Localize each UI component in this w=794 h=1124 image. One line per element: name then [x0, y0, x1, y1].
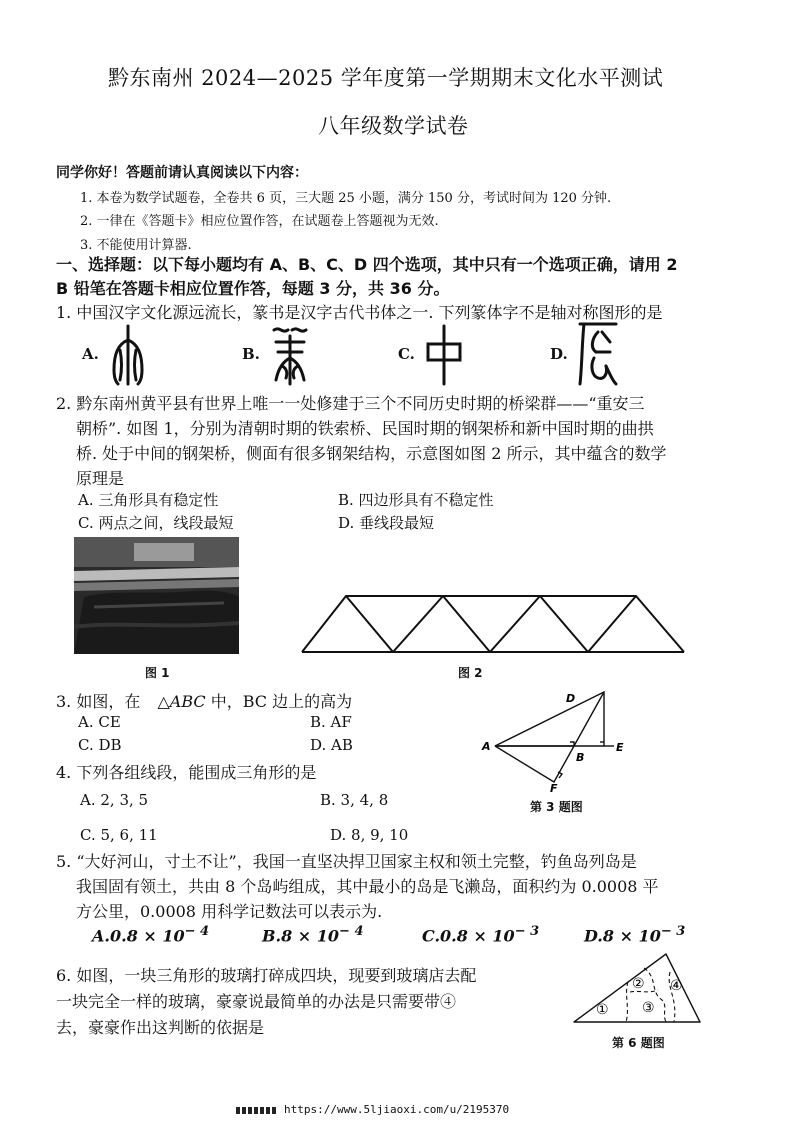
- q3-option-c: C. DB: [78, 736, 122, 754]
- seal-glyph-c-image: [424, 322, 464, 388]
- footer-watermark: [236, 1103, 509, 1116]
- q6-stem-line2: 一块完全一样的玻璃，豪豪说最简单的办法是只需要带④: [56, 992, 457, 1011]
- q3-stem-suffix: 中，BC 边上的高为: [210, 692, 353, 711]
- q5-option-a-exponent: − 4: [184, 924, 210, 939]
- q3-label-d: D: [566, 692, 576, 705]
- q2-option-a: A. 三角形具有稳定性: [78, 491, 219, 509]
- q2-option-d: D. 垂线段最短: [338, 514, 435, 532]
- q5-option-b: [262, 924, 364, 945]
- q4-option-a: A. 2, 3, 5: [80, 791, 149, 809]
- q5-option-b-exponent: − 4: [339, 924, 364, 939]
- bridge-photo-image: [74, 537, 239, 654]
- q2-stem-line3: 桥. 处于中间的钢架桥，侧面有很多钢架结构，示意图如图 2 所示，其中蕴含的数学: [76, 444, 667, 463]
- q2-option-c: C. 两点之间，线段最短: [78, 514, 234, 532]
- section-1-heading-line2: B 铅笔在答题卡相应位置作答，每题 3 分，共 36 分。: [56, 279, 450, 298]
- notice-item-2: 2. 一律在《答题卡》相应位置作答，在试题卷上答题视为无效.: [80, 214, 439, 229]
- exam-title: 黔东南州 2024—2025 学年度第一学期期末文化水平测试: [108, 66, 664, 90]
- q3-stem-triangle: △ABC: [157, 692, 206, 711]
- q4-option-c: C. 5, 6, 11: [80, 826, 158, 844]
- q3-stem-prefix: 3. 如图，在: [56, 692, 141, 711]
- notice-heading: 同学你好！答题前请认真阅读以下内容：: [56, 165, 308, 181]
- q3-figure-caption: 第 3 题图: [530, 800, 583, 814]
- q6-label-3: ③: [642, 1000, 655, 1016]
- q1-option-c-label: C.: [398, 345, 415, 363]
- q3-label-e: E: [616, 741, 624, 754]
- footer-watermark-url: https://www.5ljiaoxi.com/u/2195370: [284, 1103, 510, 1116]
- q3-stem: [56, 689, 352, 712]
- q5-option-d-base: 8 × 10: [602, 926, 661, 946]
- q6-stem-line1: 6. 如图，一块三角形的玻璃打碎成四块，现要到玻璃店去配: [56, 966, 477, 985]
- q5-option-c-label: C.: [422, 926, 441, 946]
- figure-2-caption: 图 2: [458, 666, 483, 680]
- exam-subtitle: 八年级数学试卷: [318, 114, 469, 138]
- q3-label-f: F: [550, 782, 558, 794]
- footer-watermark-logo-icon: [236, 1107, 276, 1114]
- q5-option-b-base: 8 × 10: [281, 926, 340, 946]
- q2-stem-line2: 朝桥”. 如图 1，分别为清朝时期的铁索桥、民国时期的钢架桥和新中国时期的曲拱: [76, 419, 654, 438]
- q4-stem: 4. 下列各组线段，能围成三角形的是: [56, 763, 317, 782]
- q5-option-a-label: A.: [92, 926, 110, 946]
- q4-option-d: D. 8, 9, 10: [330, 826, 409, 844]
- q6-stem-line3: 去，豪豪作出这判断的依据是: [56, 1018, 265, 1037]
- section-1-heading-line1: 一、选择题：以下每小题均有 A、B、C、D 四个选项，其中只有一个选项正确，请用 2: [56, 255, 678, 274]
- q2-stem-line1: 2. 黔东南州黄平县有世界上唯一一处修建于三个不同历史时期的桥梁群——“重安三: [56, 394, 645, 413]
- q3-option-a: A. CE: [78, 713, 121, 731]
- q1-stem: 1. 中国汉字文化源远流长，篆书是汉字古代书体之一. 下列篆体字不是轴对称图形的是: [56, 303, 663, 322]
- q6-broken-glass-diagram: [570, 948, 705, 1028]
- q5-stem-line2: 我国固有领土，共由 8 个岛屿组成，其中最小的岛是飞濑岛，面积约为 0.0008 平: [76, 877, 659, 896]
- q3-triangle-diagram: [480, 684, 640, 794]
- q3-label-b: B: [576, 751, 585, 764]
- q5-option-c-exponent: − 3: [514, 924, 540, 939]
- q5-stem-line3: 方公里，0.0008 用科学记数法可以表示为.: [76, 902, 383, 921]
- q1-option-d-label: D.: [550, 345, 568, 363]
- q2-option-b: B. 四边形具有不稳定性: [338, 491, 494, 509]
- q5-stem-line1: 5. “大好河山，寸土不让”，我国一直坚决捍卫国家主权和领土完整，钓鱼岛列岛是: [56, 852, 637, 871]
- seal-glyph-d-image: [576, 318, 620, 388]
- q6-label-2: ②: [632, 976, 645, 992]
- q5-option-c-base: 0.8 × 10: [440, 926, 515, 946]
- seal-glyph-b-image: [268, 322, 312, 388]
- notice-item-1: 1. 本卷为数学试题卷，全卷共 6 页，三大题 25 小题，满分 150 分，考试时间为 120 分钟.: [80, 191, 612, 206]
- q4-option-b: B. 3, 4, 8: [320, 791, 389, 809]
- q3-option-b: B. AF: [310, 713, 352, 731]
- figure-1-caption: 图 1: [145, 666, 170, 680]
- q6-figure-caption: 第 6 题图: [612, 1036, 665, 1050]
- notice-item-3: 3. 不能使用计算器.: [80, 238, 192, 253]
- q5-option-d-exponent: − 3: [660, 924, 686, 939]
- q5-option-b-label: B.: [262, 926, 282, 946]
- seal-glyph-a-image: [108, 322, 148, 388]
- q1-option-b-label: B.: [242, 345, 260, 363]
- q6-label-4: ④: [670, 978, 683, 994]
- q5-option-a-base: 0.8 × 10: [109, 926, 185, 946]
- q5-option-a: [92, 924, 209, 945]
- truss-diagram: [298, 590, 688, 660]
- q5-option-d-label: D.: [584, 926, 603, 946]
- q3-option-d: D. AB: [310, 736, 353, 754]
- q2-stem-line4: 原理是: [76, 469, 125, 488]
- q3-label-a: A: [482, 740, 491, 753]
- q5-option-c: [422, 924, 539, 945]
- q5-option-d: [584, 924, 685, 945]
- q1-option-a-label: A.: [82, 345, 99, 363]
- q6-label-1: ①: [596, 1002, 609, 1018]
